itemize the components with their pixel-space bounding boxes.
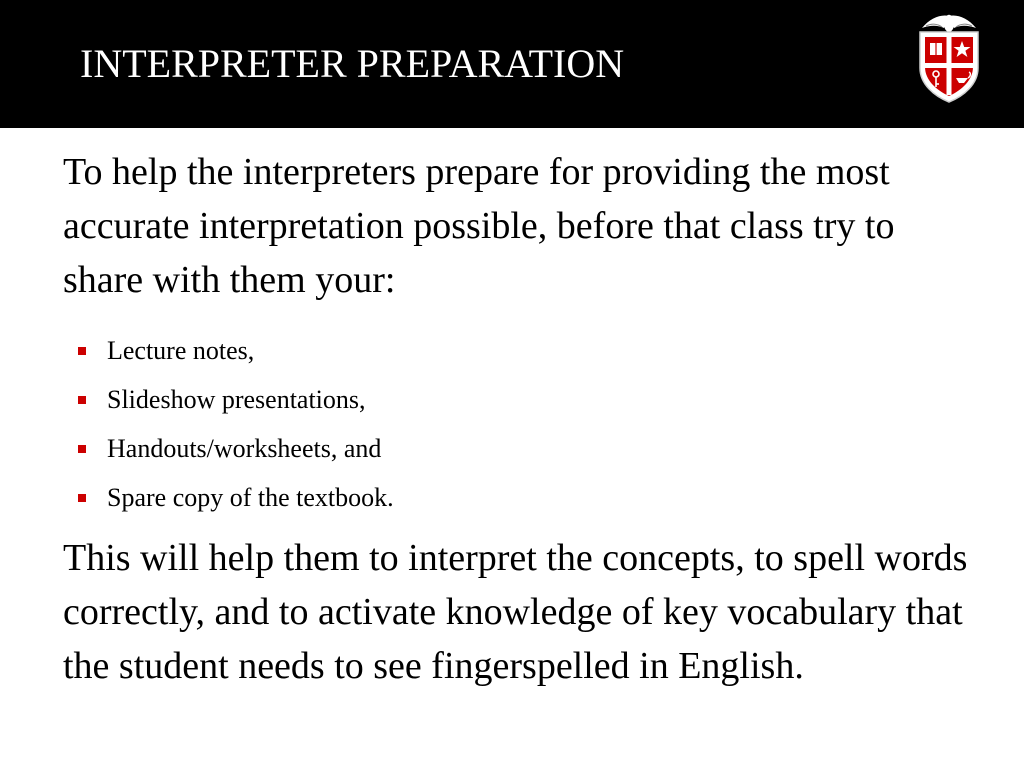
intro-paragraph: To help the interpreters prepare for providing the most accurate interpretation possible, before that class try to share with them your: — [63, 151, 895, 301]
list-item-text: Spare copy of the textbook. — [107, 482, 394, 512]
list-item-text: Handouts/worksheets, and — [107, 433, 382, 463]
square-bullet-icon — [78, 494, 86, 502]
slide-title: INTERPRETER PREPARATION — [80, 41, 625, 86]
square-bullet-icon — [78, 347, 86, 355]
list-item — [78, 473, 394, 522]
list-item-text: Lecture notes, — [107, 335, 255, 365]
outro-paragraph: This will help them to interpret the concepts, to spell words correctly, and to activate knowledge of key vocabulary that the student needs to see fingerspelled in English. — [63, 537, 968, 687]
list-item-text: Slideshow presentations, — [107, 384, 366, 414]
list-item — [78, 424, 394, 473]
list-item — [78, 375, 394, 424]
bullet-list — [78, 326, 394, 522]
square-bullet-icon — [78, 396, 86, 404]
square-bullet-icon — [78, 445, 86, 453]
slide-body — [0, 128, 1024, 768]
list-item — [78, 326, 394, 375]
university-seal-icon — [914, 12, 984, 106]
title-bar — [0, 0, 1024, 128]
